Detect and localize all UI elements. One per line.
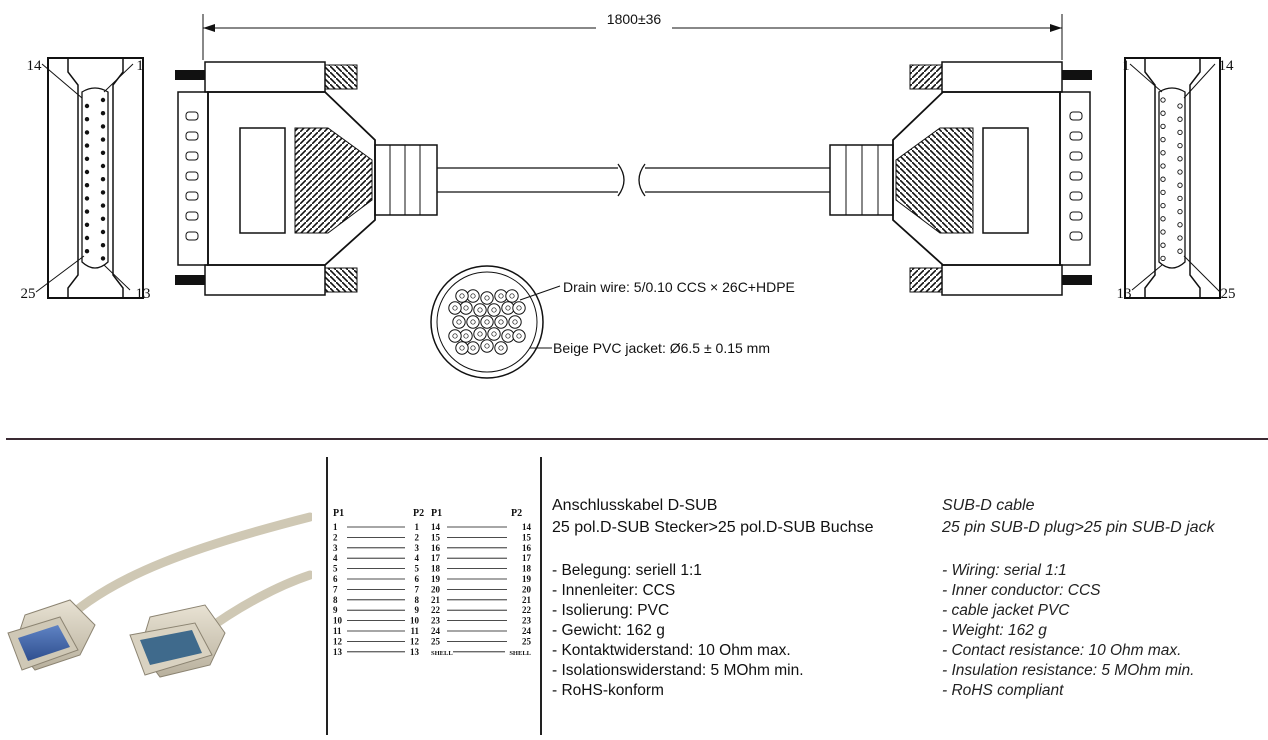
wire-core: [481, 316, 493, 328]
pin-dot: [85, 130, 89, 134]
section-divider: [6, 438, 1268, 440]
pin-dot: [85, 104, 89, 108]
wiring-pin-p2: 14: [522, 522, 531, 532]
wiring-pin-p1: 3: [333, 542, 338, 553]
pin-label-25-left: 25: [20, 286, 36, 302]
wiring-pin-p2: 16: [522, 542, 531, 553]
socket-hole: [1161, 137, 1165, 141]
pin-dot: [101, 164, 105, 168]
socket-hole: [1178, 104, 1182, 108]
wiring-pin-p1: 15: [431, 532, 440, 543]
wire-core: [474, 328, 486, 340]
pin-dot: [101, 98, 105, 102]
german-title-2: 25 pol.D-SUB Stecker>25 pol.D-SUB Buchse: [552, 519, 874, 536]
wiring-pin-p2: 8: [414, 594, 419, 605]
pin-dot: [101, 177, 105, 181]
wiring-pin-p2: 20: [522, 584, 531, 595]
left-connector-side: [175, 62, 437, 295]
wire-core: [453, 316, 465, 328]
wiring-pin-p1: 5: [333, 563, 338, 574]
spec-item: - Innenleiter: CCS: [552, 582, 676, 599]
socket-hole: [1178, 130, 1182, 134]
socket-hole: [1178, 209, 1182, 213]
socket-hole: [1161, 124, 1165, 128]
english-spec-column: [942, 495, 1264, 701]
pin-dot: [85, 209, 89, 213]
socket-hole: [1161, 230, 1165, 234]
cable-cross-section: [431, 266, 795, 378]
spec-item: - Isolationswiderstand: 5 MOhm min.: [552, 662, 804, 679]
socket-hole: [1161, 111, 1165, 115]
spec-item: - Wiring: serial 1:1: [942, 562, 1067, 579]
spec-item: - Contact resistance: 10 Ohm max.: [942, 642, 1182, 659]
socket-hole: [1178, 170, 1182, 174]
wire-core: [513, 302, 525, 314]
socket-hole: [1178, 117, 1182, 121]
wiring-pin-p1: 10: [333, 615, 342, 626]
wiring-pin-p2: 24: [522, 626, 531, 636]
pin-dot: [85, 196, 89, 200]
socket-hole: [1161, 98, 1165, 102]
wiring-pin-p2: 15: [522, 532, 531, 543]
wiring-pin-p1: 17: [431, 553, 440, 564]
pin-dot: [101, 230, 105, 234]
wiring-pin-p1: 22: [431, 605, 440, 616]
screw-slot: [1070, 172, 1082, 180]
wiring-pin-p1: 16: [431, 542, 440, 553]
spec-item: - Gewicht: 162 g: [552, 622, 665, 639]
screw-slot: [186, 112, 198, 120]
wiring-pin-p1: 7: [333, 584, 338, 595]
wiring-pin-p2: 6: [414, 574, 419, 584]
wiring-pin-p2: SHELL: [509, 649, 531, 657]
wiring-pin-p2: 9: [414, 605, 419, 616]
wiring-pin-p2: 21: [522, 594, 531, 605]
dimension-label: 1800±36: [606, 11, 662, 27]
socket-hole: [1178, 157, 1182, 161]
wiring-pin-p2: 23: [522, 615, 531, 626]
wiring-pin-p2: 5: [414, 563, 419, 574]
wire-core: [456, 342, 468, 354]
wire-core: [513, 330, 525, 342]
socket-hole: [1161, 177, 1165, 181]
wiring-pin-p1: SHELL: [431, 649, 453, 657]
wiring-pin-p1: 20: [431, 584, 440, 595]
pin-dot: [101, 203, 105, 207]
wiring-pin-p1: 18: [431, 563, 440, 574]
german-spec-list: [552, 561, 932, 701]
pin-label-1-right: 1: [1122, 58, 1130, 74]
pin-dot: [85, 236, 89, 240]
wiring-pin-p2: 13: [410, 646, 419, 657]
wiring-pin-p1: 11: [333, 626, 342, 636]
screw-slot: [1070, 152, 1082, 160]
product-photo: [0, 505, 312, 700]
wiring-pin-p2: 12: [410, 636, 419, 647]
wiring-pin-p2: 11: [410, 626, 419, 636]
wiring-pin-p2: 25: [522, 636, 531, 647]
wiring-pin-p2: 7: [414, 584, 419, 595]
wire-core: [449, 330, 461, 342]
german-spec-column: [552, 495, 932, 701]
wiring-pin-p1: 9: [333, 605, 338, 616]
wire-core: [474, 304, 486, 316]
socket-hole: [1161, 243, 1165, 247]
wiring-pin-p2: 2: [414, 532, 419, 543]
pin-label-1-left: 1: [136, 58, 144, 74]
screw-slot: [186, 132, 198, 140]
spec-item: - Weight: 162 g: [942, 622, 1047, 639]
jacket-callout: Beige PVC jacket: Ø6.5 ± 0.15 mm: [553, 340, 770, 356]
photo-connector-right: [130, 605, 225, 677]
right-connector-face: [1117, 58, 1236, 302]
screw-slot: [186, 152, 198, 160]
pin-dot: [101, 217, 105, 221]
english-title-2: 25 pin SUB-D plug>25 pin SUB-D jack: [942, 519, 1215, 536]
pin-label-25-right: 25: [1220, 286, 1236, 302]
wiring-table: [333, 500, 533, 700]
wire-core: [456, 290, 468, 302]
pin-dot: [101, 243, 105, 247]
pin-dot: [85, 183, 89, 187]
screw-slot: [1070, 112, 1082, 120]
wiring-pin-p2: 10: [410, 615, 419, 626]
wiring-pin-p1: 4: [333, 553, 338, 564]
pin-label-13-left: 13: [135, 286, 151, 302]
wire-core: [488, 328, 500, 340]
column-divider-2: [540, 457, 542, 735]
spec-item: - RoHS compliant: [942, 682, 1064, 699]
pin-label-14-right: 14: [1218, 58, 1234, 74]
wiring-pin-p2: 3: [414, 542, 419, 553]
wiring-header: P2: [413, 508, 425, 519]
socket-hole: [1161, 190, 1165, 194]
right-connector-side: [830, 62, 1092, 295]
wire-core: [495, 316, 507, 328]
socket-hole: [1178, 236, 1182, 240]
wire-core: [509, 316, 521, 328]
screw-slot: [1070, 192, 1082, 200]
spec-item: - Insulation resistance: 5 MOhm min.: [942, 662, 1195, 679]
wiring-pin-p2: 1: [414, 522, 419, 532]
wire-core: [481, 292, 493, 304]
wiring-pin-p1: 24: [431, 626, 440, 636]
socket-hole: [1161, 151, 1165, 155]
wiring-pin-p1: 12: [333, 636, 342, 647]
spec-item: - Inner conductor: CCS: [942, 582, 1101, 599]
screw-slot: [186, 212, 198, 220]
wire-core: [495, 342, 507, 354]
socket-hole: [1178, 196, 1182, 200]
wiring-pin-p2: 4: [414, 553, 419, 564]
socket-hole: [1161, 256, 1165, 260]
pin-dot: [101, 190, 105, 194]
spec-item: - Kontaktwiderstand: 10 Ohm max.: [552, 642, 791, 659]
left-connector-face: [21, 58, 151, 302]
pin-dot: [101, 111, 105, 115]
screw-slot: [1070, 132, 1082, 140]
spec-item: - cable jacket PVC: [942, 602, 1070, 619]
wiring-pin-p2: 19: [522, 574, 531, 584]
wiring-header: P1: [333, 508, 345, 519]
socket-hole: [1161, 164, 1165, 168]
english-title-1: SUB-D cable: [942, 497, 1035, 514]
wiring-pin-p1: 6: [333, 574, 338, 584]
column-divider-1: [326, 457, 328, 735]
screw-slot: [186, 232, 198, 240]
wire-core: [467, 316, 479, 328]
pin-dot: [101, 124, 105, 128]
pin-dot: [101, 151, 105, 155]
wire-core: [449, 302, 461, 314]
socket-hole: [1178, 143, 1182, 147]
socket-hole: [1178, 183, 1182, 187]
wiring-pin-p1: 23: [431, 615, 440, 626]
spec-item: - Isolierung: PVC: [552, 602, 670, 619]
wiring-pin-p2: 17: [522, 553, 531, 564]
spec-item: - RoHS-konform: [552, 682, 664, 699]
wiring-pin-p1: 13: [333, 646, 342, 657]
screw-slot: [1070, 212, 1082, 220]
socket-hole: [1178, 249, 1182, 253]
drain-wire-callout: Drain wire: 5/0.10 CCS × 26C+HDPE: [563, 279, 795, 295]
wire-core: [488, 304, 500, 316]
pin-label-14-left: 14: [26, 58, 42, 74]
wiring-pin-p1: 25: [431, 636, 440, 647]
screw-slot: [186, 192, 198, 200]
wiring-pin-p1: 19: [431, 574, 440, 584]
dimension-line: [203, 10, 1062, 60]
pin-dot: [85, 249, 89, 253]
socket-hole: [1161, 217, 1165, 221]
socket-hole: [1178, 223, 1182, 227]
pin-dot: [85, 170, 89, 174]
wiring-pin-p1: 8: [333, 594, 338, 605]
pin-dot: [85, 223, 89, 227]
wiring-pin-p1: 2: [333, 532, 338, 543]
pin-dot: [101, 256, 105, 260]
cable-body: [437, 164, 830, 196]
socket-hole: [1161, 203, 1165, 207]
german-title-1: Anschlusskabel D-SUB: [552, 497, 718, 514]
pin-dot: [85, 117, 89, 121]
wiring-header: P1: [431, 508, 443, 519]
screw-slot: [186, 172, 198, 180]
wire-core: [506, 290, 518, 302]
wiring-header: P2: [511, 508, 523, 519]
wire-core: [481, 340, 493, 352]
wiring-pin-p2: 22: [522, 605, 531, 616]
wiring-pin-p2: 18: [522, 563, 531, 574]
pin-dot: [101, 137, 105, 141]
wiring-pin-p1: 14: [431, 522, 440, 532]
pin-dot: [85, 143, 89, 147]
wiring-pin-p1: 21: [431, 594, 440, 605]
spec-item: - Belegung: seriell 1:1: [552, 562, 702, 579]
pin-label-13-right: 13: [1116, 286, 1132, 302]
wiring-pin-p1: 1: [333, 522, 338, 532]
screw-slot: [1070, 232, 1082, 240]
pin-dot: [85, 157, 89, 161]
english-spec-list: [942, 561, 1264, 701]
